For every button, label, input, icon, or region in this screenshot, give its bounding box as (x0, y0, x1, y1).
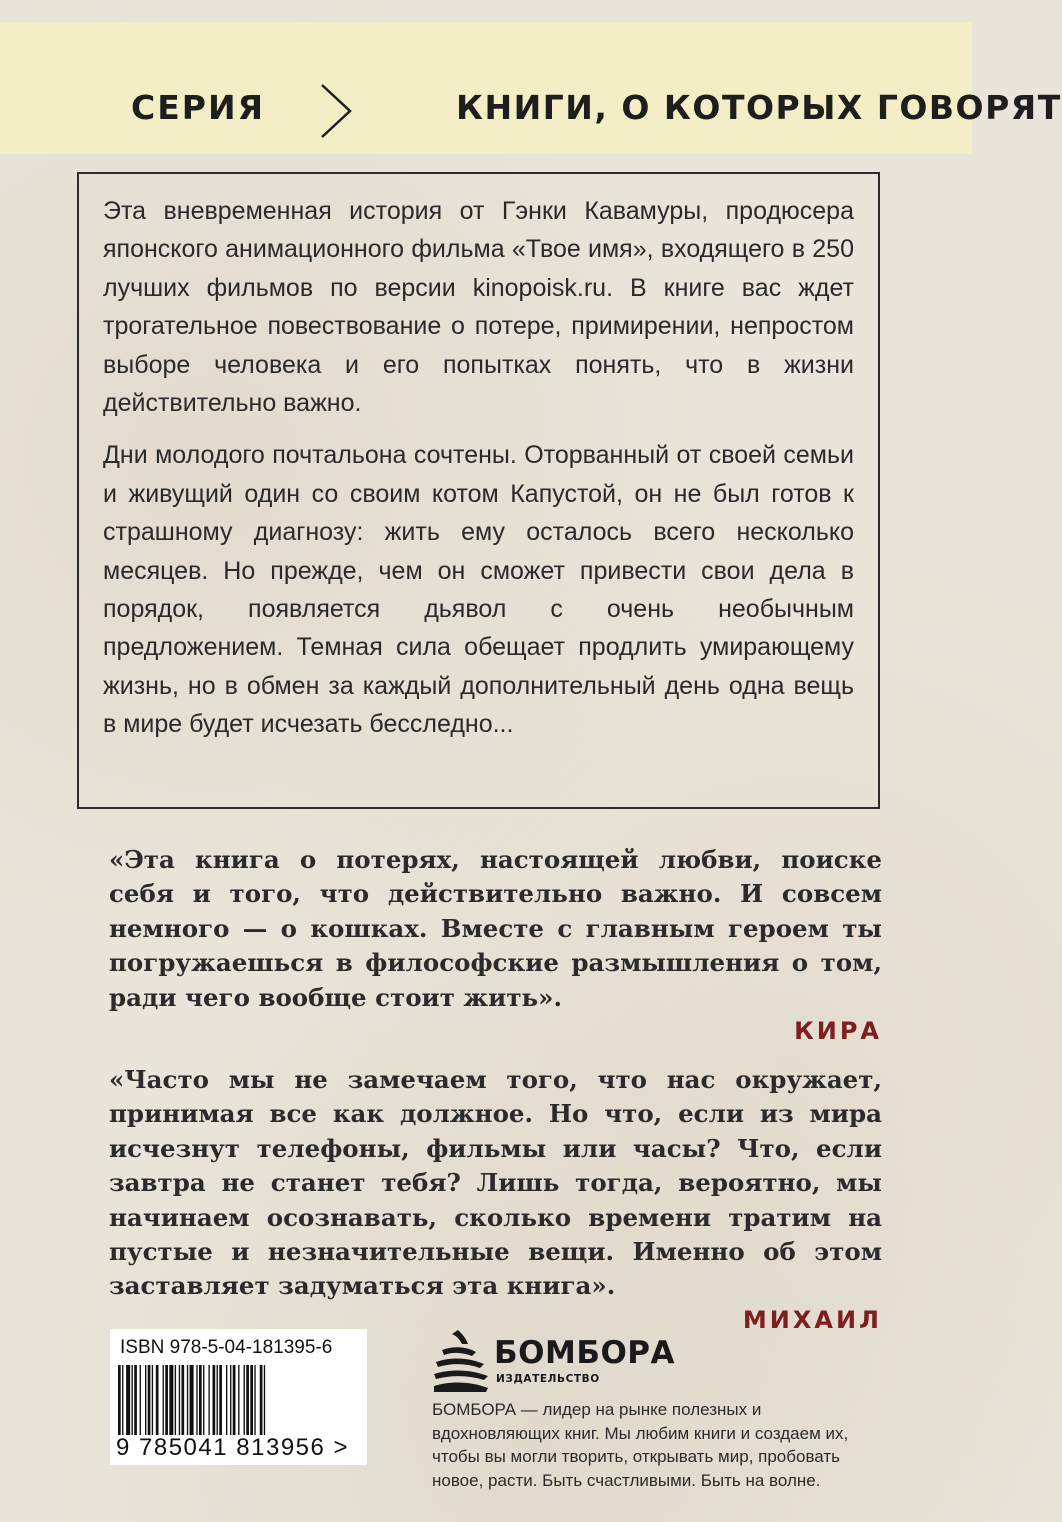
barcode-bar (152, 1365, 153, 1435)
barcode-bar (199, 1365, 202, 1435)
publisher-subtitle: ИЗДАТЕЛЬСТВО (496, 1373, 600, 1385)
barcode-bar (246, 1365, 249, 1435)
barcode-bar (208, 1365, 209, 1435)
barcode-bar (226, 1365, 227, 1435)
review (109, 843, 882, 1045)
barcode-bar (179, 1365, 180, 1435)
barcode-bars (118, 1365, 360, 1435)
barcode-bar (156, 1365, 159, 1435)
review-text: «Часто мы не замечаем того, что нас окружает, принимая все как должное. Но что, если из мира исчезнут телефоны, фильмы или часы? Что, если завтра не станет тебя? Лишь тогда, вероятно, мы начинаем осознавать, сколько времени тратим на пустые и незначительные вещи. Именно об этом заставляет задуматься эта книга». (109, 1065, 882, 1301)
barcode-bar (244, 1365, 245, 1435)
barcode-digits: 9 785041 813956 > (116, 1434, 350, 1461)
barcode-bar (118, 1365, 121, 1435)
barcode-bar (260, 1365, 263, 1435)
barcode-bar (196, 1365, 197, 1435)
barcode-bar (217, 1365, 218, 1435)
series-label: СЕРИЯ (131, 88, 265, 127)
barcode-bar (254, 1365, 255, 1435)
review-text: «Эта книга о потерях, настоящей любви, поиске себя и того, что действительно важно. И совсем немного — о кошках. Вместе с главным героем ты погружаешься в философские размышления о том, ради чего вообще стоит жить». (109, 845, 882, 1012)
barcode-bar (122, 1365, 123, 1435)
barcode-bar (175, 1365, 176, 1435)
review-author: МИХАИЛ (742, 1305, 882, 1334)
barcode-bar (230, 1365, 231, 1435)
series-banner (0, 22, 1062, 154)
description-box (77, 172, 880, 809)
barcode-bar (233, 1365, 236, 1435)
barcode-bar (250, 1365, 253, 1435)
barcode-bar (132, 1365, 133, 1435)
barcode-bar (163, 1365, 164, 1435)
barcode-bar (187, 1365, 188, 1435)
bombora-logo-icon (432, 1328, 490, 1394)
review (109, 1063, 882, 1334)
isbn-label: ISBN 978-5-04-181395-6 (120, 1337, 333, 1358)
barcode-bar (140, 1365, 141, 1435)
barcode-bar (145, 1365, 146, 1435)
description-paragraph: Эта вневременная история от Гэнки Кавамуры, продюсера японского анимационного фильма «Твое имя», входящего в 250 лучших фильмов по версии kinopoisk.ru. В книге вас ждет трогательное повествование о потере, примирении, непростом выборе человека и его попытках понять, что в жизни действительно важно. (103, 197, 854, 418)
series-name: КНИГИ, О КОТОРЫХ ГОВОРЯТ (456, 88, 1062, 127)
review-author: КИРА (794, 1017, 882, 1046)
barcode-bar (148, 1365, 151, 1435)
barcode-bar (134, 1365, 137, 1435)
barcode-bar (213, 1365, 216, 1435)
publisher-about: БОМБОРА — лидер на рынке полезных и вдохновляющих книг. Мы любим книги и создаем их, чтобы вы могли творить, открывать мир, пробовать новое, расти. Быть счастливыми. Быть на волне. (432, 1400, 849, 1490)
barcode-bar (126, 1365, 130, 1435)
barcode-bar (238, 1365, 239, 1435)
barcode (110, 1329, 367, 1465)
chevron-right-icon (318, 82, 354, 140)
barcode-bar (190, 1365, 194, 1435)
barcode-bar (165, 1365, 168, 1435)
description-paragraph: Дни молодого почтальона сочтены. Оторванный от своей семьи и живущий один со своим котом Капустой, он не был готов к страшному диагнозу: жить ему осталось всего несколько месяцев. Но прежде, чем он сможет привести свои дела в порядок, появляется дьявол с очень необычным предложением. Темная сила обещает продлить умирающему жизнь, но в обмен за каждый дополнительный день одна вещь в мире будет исчезать бесследно... (103, 441, 854, 739)
barcode-bar (169, 1365, 173, 1435)
barcode-bar (264, 1365, 265, 1435)
publisher-name: БОМБОРА (494, 1335, 676, 1371)
barcode-bar (219, 1365, 222, 1435)
reviews (109, 843, 882, 1334)
barcode-bar (203, 1365, 204, 1435)
barcode-bar (181, 1365, 184, 1435)
